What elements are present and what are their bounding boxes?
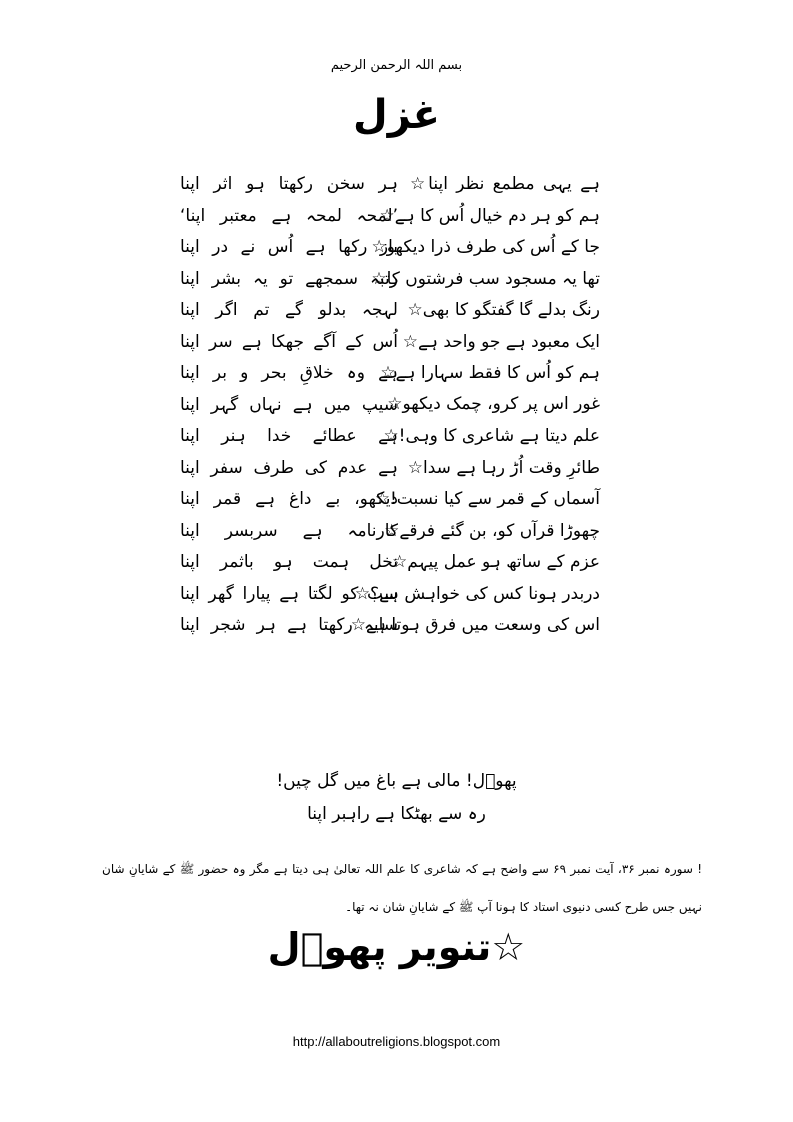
- blog-url[interactable]: http://allaboutreligions.blogspot.com: [292, 1034, 501, 1049]
- couplet-row: [180, 294, 600, 326]
- couplet-first-hemistich: ہم کو اُس کا فقط سہارا ہے☆: [380, 363, 600, 384]
- couplet-first-hemistich: رنگ بدلے گا گفتگو کا بھی☆: [407, 300, 600, 321]
- couplet-row: [180, 515, 600, 547]
- couplet-second-hemistich: ہے عدم کی طرف سفر اپنا: [180, 457, 398, 478]
- couplet-first-hemistich: اس کی وسعت میں فرق ہوتا ہے☆: [350, 615, 600, 636]
- couplet-second-hemistich: سب کو لگتا ہے پیارا گھر اپنا: [180, 583, 398, 604]
- closing-line-1: پھوؔل! مالی ہے باغ میں گل چیں!: [276, 771, 517, 791]
- author-name: ☆تنویر پھوؔل: [267, 925, 526, 969]
- ghazal-couplets: [180, 168, 600, 641]
- closing-couplet: [0, 765, 793, 831]
- bismillah: بسم اللہ الرحمن الرحیم: [330, 58, 463, 73]
- couplet-first-hemistich: دربدر ہونا کس کی خواہش ہے؟☆: [354, 583, 600, 604]
- couplet-row: [180, 483, 600, 515]
- couplet-second-hemistich: سیپ میں ہے نہاں گہر اپنا: [180, 394, 398, 415]
- couplet-first-hemistich: جا کے اُس کی طرف ذرا دیکھو☆: [371, 237, 600, 258]
- couplet-second-hemistich: ہر سخن رکھتا ہو اثر اپنا: [180, 174, 398, 195]
- couplet-row: [180, 546, 600, 578]
- couplet-row: [180, 263, 600, 295]
- couplet-first-hemistich: تھا یہ مسجود سب فرشتوں کا☆: [371, 268, 600, 289]
- couplet-second-hemistich: کارنامہ ہے سربسر اپنا: [180, 520, 398, 541]
- couplet-first-hemistich: ایک معبود ہے جو واحد ہے☆: [402, 331, 600, 352]
- couplet-second-hemistich: سایہ رکھتا ہے ہر شجر اپنا: [180, 615, 398, 636]
- couplet-second-hemistich: ہے وہ خلاقِ بحر و بر اپنا: [180, 363, 398, 384]
- couplet-row: [180, 578, 600, 610]
- couplet-row: [180, 200, 600, 232]
- closing-line-2: رہ سے بھٹکا ہے راہبر اپنا: [307, 804, 486, 824]
- couplet-row: [180, 389, 600, 421]
- couplet-first-hemistich: ہم کو ہر دم خیال اُس کا ہے☆: [379, 205, 600, 226]
- couplet-second-hemistich: نخل ہمت ہو باثمر اپنا: [180, 552, 398, 573]
- couplet-second-hemistich: ہے عطائے خدا ہنر اپنا: [180, 426, 398, 447]
- couplet-row: [180, 231, 600, 263]
- couplet-row: [180, 357, 600, 389]
- couplet-row: [180, 609, 600, 641]
- couplet-first-hemistich: چھوڑا قرآں کو، بن گئے فرقے☆: [384, 520, 600, 541]
- couplet-first-hemistich: ہے یہی مطمع نظر اپنا☆: [410, 174, 600, 195]
- couplet-first-hemistich: غور اس پر کرو، چمک دیکھو☆: [387, 394, 600, 415]
- couplet-row: [180, 326, 600, 358]
- couplet-second-hemistich: اُس کے آگے جھکا ہے سر اپنا: [180, 331, 398, 352]
- couplet-row: [180, 452, 600, 484]
- page-title: غزل: [353, 92, 440, 138]
- couplet-first-hemistich: عزم کے ساتھ ہو عمل پیہم☆: [392, 552, 600, 573]
- couplet-second-hemistich: رتبہ سمجھے تو یہ بشر اپنا: [180, 268, 398, 289]
- couplet-second-hemistich: لہجہ بدلو گے تم اگر اپنا: [180, 300, 398, 321]
- couplet-first-hemistich: طائرِ وقت اُڑ رہا ہے سدا☆: [407, 457, 600, 478]
- footnote: ! سورہ نمبر ۳۶، آیت نمبر ۶۹ سے واضح ہے کہ شاعری کا علم اللہ تعالیٰ ہی دیتا ہے مگر وہ حضور ﷺ کے شایانِ شان نہیں جس طرح کسی دنیوی استاد کا ہونا آپ ﷺ کے شایانِ شان نہ تھا۔: [102, 862, 703, 914]
- couplet-row: [180, 168, 600, 200]
- couplet-second-hemistich: دیکھو، بے داغ ہے قمر اپنا: [180, 489, 398, 510]
- couplet-first-hemistich: آسماں کے قمر سے کیا نسبت!☆: [374, 489, 600, 510]
- couplet-first-hemistich: علم دیتا ہے شاعری کا وہی!☆: [383, 426, 600, 447]
- couplet-row: [180, 420, 600, 452]
- couplet-second-hemistich: باز رکھا ہے اُس نے در اپنا: [180, 237, 398, 258]
- couplet-second-hemistich: ’لمحہ لمحہ ہے معتبر اپنا‘: [180, 205, 398, 226]
